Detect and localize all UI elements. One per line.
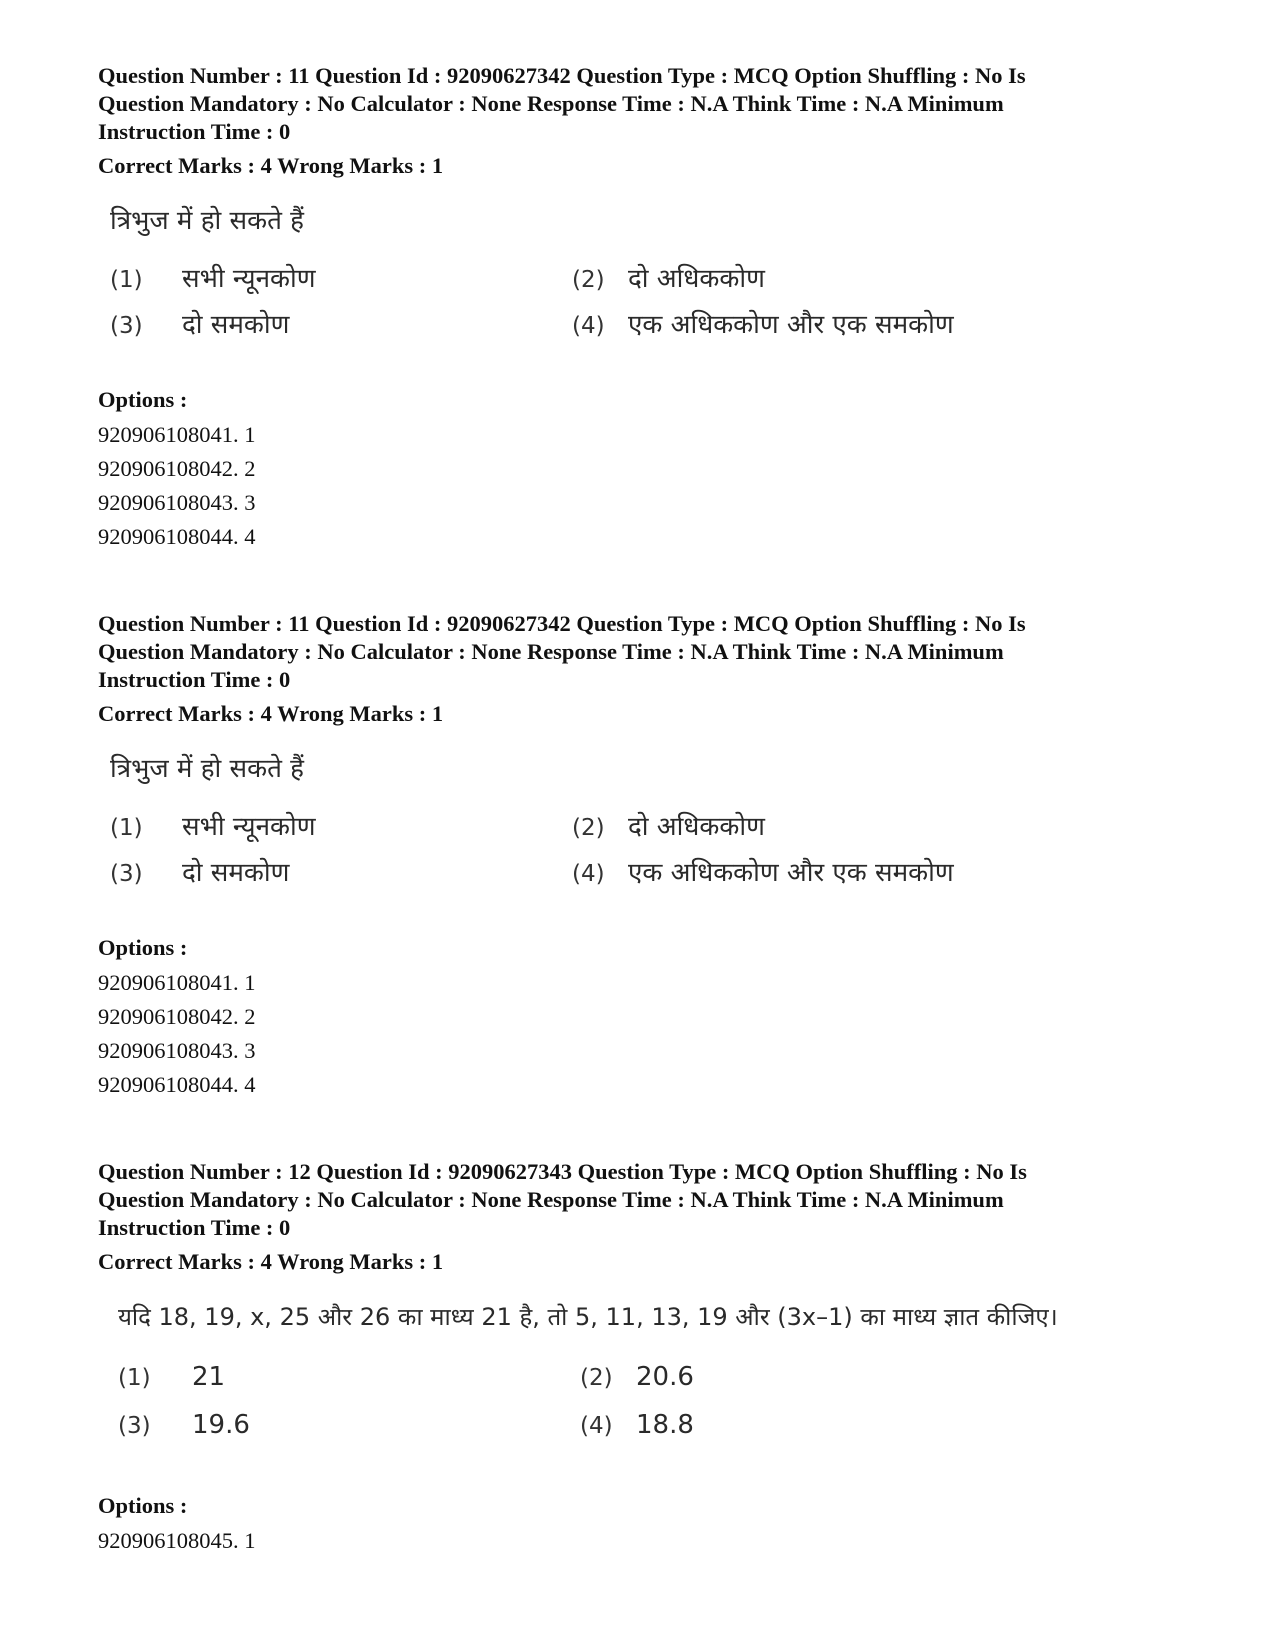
option-line-3: 920906108043. 3: [98, 490, 256, 515]
choice-number: (3): [110, 861, 143, 887]
question-block-2: [98, 610, 1178, 1102]
question-meta-line-2: Question Mandatory : No Calculator : None Response Time : N.A Think Time : N.A Minimum: [98, 639, 1004, 664]
choice-3: [110, 308, 289, 343]
choice-1: [110, 262, 316, 297]
question-text: त्रिभुज में हो सकते हैं: [110, 754, 304, 784]
choice-text: दो अधिककोण: [628, 264, 765, 294]
choice-text: दो अधिककोण: [628, 812, 765, 842]
choice-4: [580, 1408, 694, 1443]
choice-number: (1): [110, 267, 143, 293]
choice-number: (2): [580, 1365, 613, 1391]
choice-text: सभी न्यूनकोण: [182, 264, 316, 294]
choice-text: 21: [192, 1362, 226, 1392]
choice-1: [118, 1360, 225, 1395]
choice-text: सभी न्यूनकोण: [182, 812, 316, 842]
choice-number: (4): [572, 861, 605, 887]
choice-text: एक अधिककोण और एक समकोण: [628, 858, 954, 888]
question-meta-line-3: Instruction Time : 0: [98, 1215, 291, 1240]
options-label: Options :: [98, 1493, 188, 1518]
option-line-4: 920906108044. 4: [98, 524, 256, 549]
options-label: Options :: [98, 935, 188, 960]
question-meta-line-3: Instruction Time : 0: [98, 667, 291, 692]
question-meta-line-2: Question Mandatory : No Calculator : None Response Time : N.A Think Time : N.A Minimum: [98, 91, 1004, 116]
choice-2: [572, 262, 765, 297]
question-text: यदि 18, 19, x, 25 और 26 का माध्य 21 है, तो 5, 11, 13, 19 और (3x–1) का माध्य ज्ञात कीजिए।: [118, 1303, 1058, 1331]
marks-line: Correct Marks : 4 Wrong Marks : 1: [98, 701, 444, 726]
choice-number: (4): [580, 1413, 613, 1439]
question-meta-line-1: Question Number : 11 Question Id : 92090627342 Question Type : MCQ Option Shuffling : No Is: [98, 63, 1026, 88]
question-block-1: [98, 62, 1178, 554]
question-meta-line-1: Question Number : 11 Question Id : 92090627342 Question Type : MCQ Option Shuffling : No Is: [98, 611, 1026, 636]
option-line-2: 920906108042. 2: [98, 1004, 256, 1029]
question-block-3: [98, 1158, 1178, 1558]
choice-2: [580, 1360, 694, 1395]
choice-4: [572, 308, 954, 343]
choice-2: [572, 810, 765, 845]
option-line-1: 920906108041. 1: [98, 970, 256, 995]
question-image: [98, 1294, 1178, 1470]
choice-number: (2): [572, 267, 605, 293]
choice-number: (3): [118, 1413, 151, 1439]
marks-line: Correct Marks : 4 Wrong Marks : 1: [98, 153, 444, 178]
question-meta-line-2: Question Mandatory : No Calculator : None Response Time : N.A Think Time : N.A Minimum: [98, 1187, 1004, 1212]
question-meta-line-3: Instruction Time : 0: [98, 119, 291, 144]
choice-number: (2): [572, 815, 605, 841]
choice-number: (4): [572, 313, 605, 339]
option-line-1: 920906108041. 1: [98, 422, 256, 447]
choice-text: दो समकोण: [182, 858, 290, 888]
choice-text: 18.8: [636, 1410, 694, 1440]
question-text: त्रिभुज में हो सकते हैं: [110, 206, 304, 236]
options-label: Options :: [98, 387, 188, 412]
question-meta-line-1: Question Number : 12 Question Id : 92090627343 Question Type : MCQ Option Shuffling : No Is: [98, 1159, 1027, 1184]
question-image: [98, 194, 1178, 364]
choice-1: [110, 810, 316, 845]
choice-4: [572, 856, 954, 891]
choice-number: (1): [110, 815, 143, 841]
option-line-1: 920906108045. 1: [98, 1528, 256, 1553]
choice-3: [118, 1408, 250, 1443]
choice-number: (1): [118, 1365, 151, 1391]
choice-text: दो समकोण: [182, 310, 290, 340]
option-line-2: 920906108042. 2: [98, 456, 256, 481]
choice-number: (3): [110, 313, 143, 339]
option-line-4: 920906108044. 4: [98, 1072, 256, 1097]
choice-3: [110, 856, 289, 891]
question-image: [98, 742, 1178, 912]
option-line-3: 920906108043. 3: [98, 1038, 256, 1063]
choice-text: 19.6: [192, 1410, 250, 1440]
choice-text: 20.6: [636, 1362, 694, 1392]
marks-line: Correct Marks : 4 Wrong Marks : 1: [98, 1249, 444, 1274]
choice-text: एक अधिककोण और एक समकोण: [628, 310, 954, 340]
